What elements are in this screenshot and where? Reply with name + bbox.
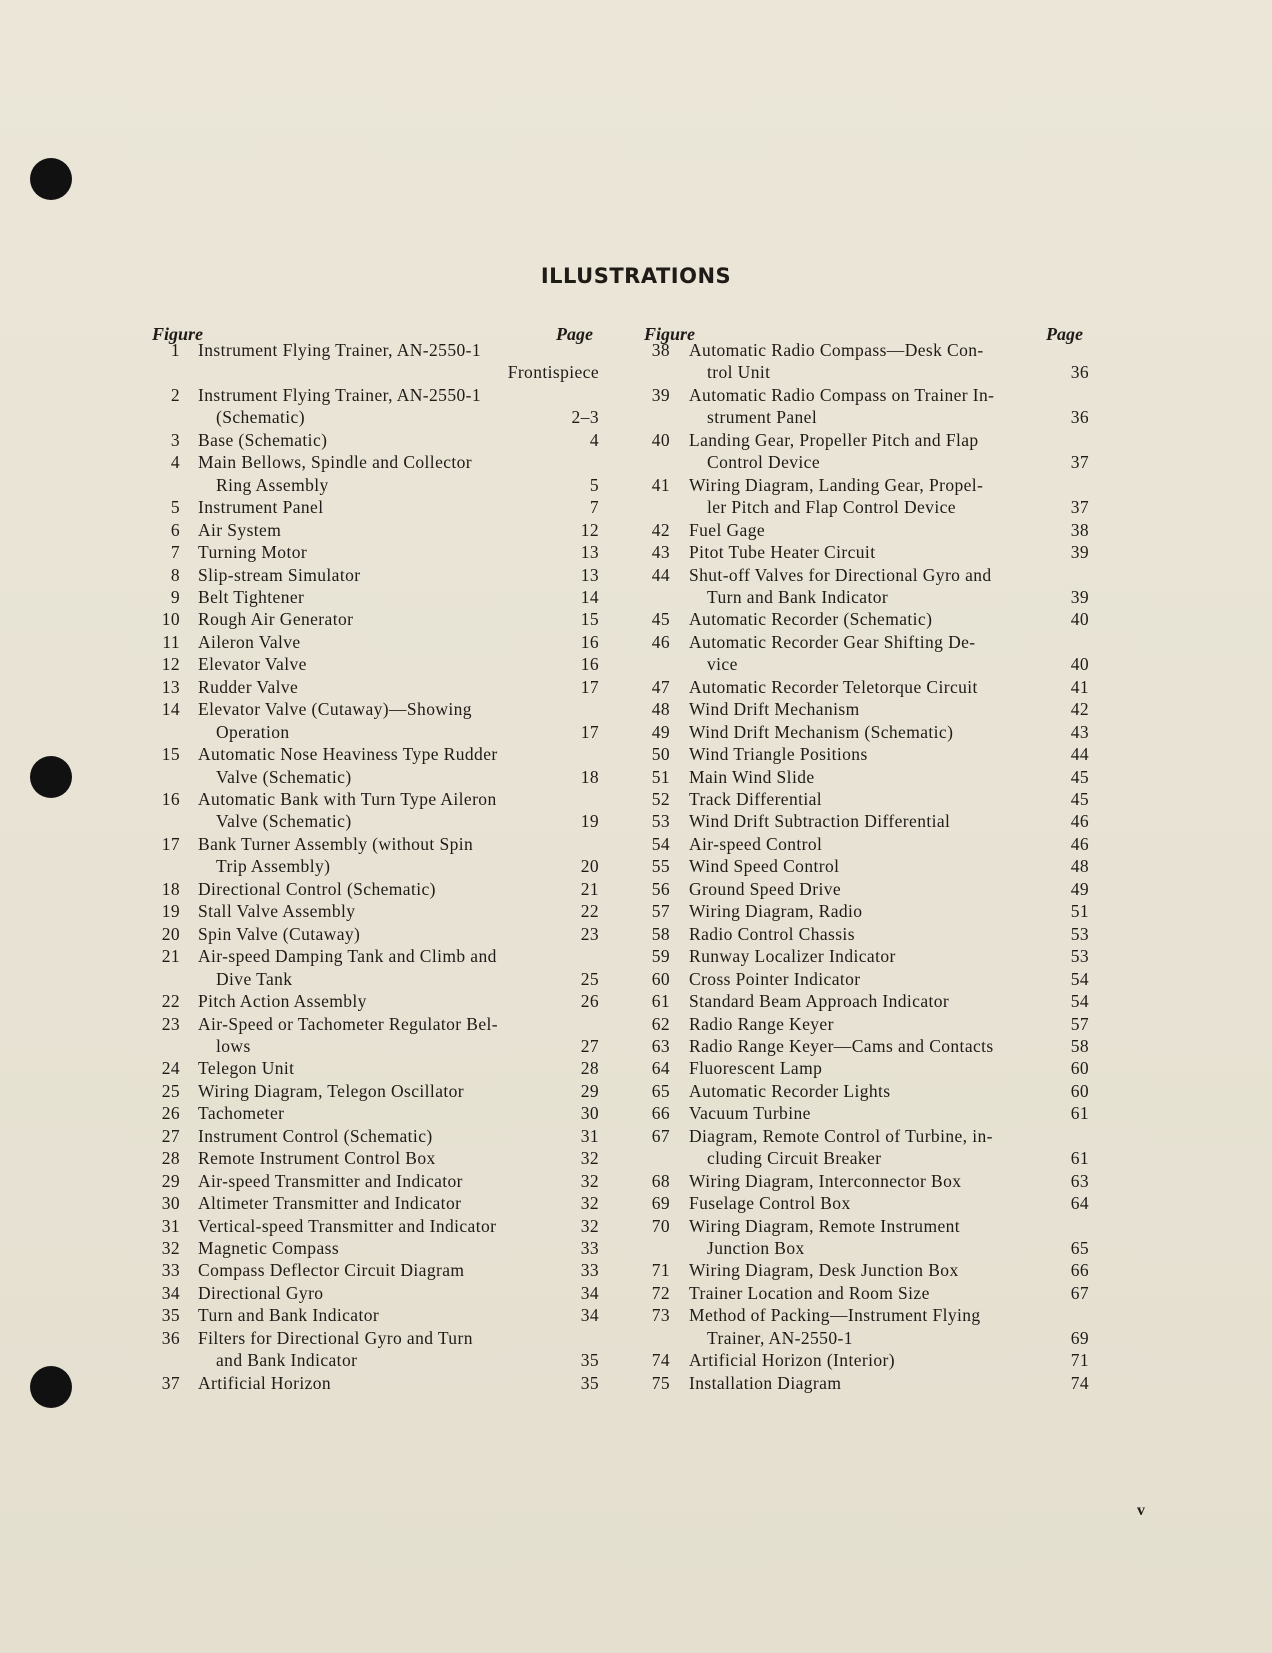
binder-hole	[30, 756, 72, 798]
figure-title: Vertical-speed Transmitter and Indicator	[198, 1215, 497, 1236]
figure-number: 25	[161, 1080, 180, 1101]
figure-number: 70	[651, 1215, 670, 1236]
figure-title: Control Device	[707, 452, 821, 473]
figure-title: Rough Air Generator	[198, 609, 354, 630]
figure-number: 4	[170, 452, 180, 473]
figure-title: Wiring Diagram, Remote Instrument	[689, 1215, 961, 1236]
figure-title: Wind Triangle Positions	[689, 744, 868, 765]
figure-number: 50	[651, 744, 670, 765]
figure-title: Instrument Control (Schematic)	[198, 1125, 433, 1146]
figure-number: 68	[651, 1170, 670, 1191]
figure-title: Standard Beam Approach Indicator	[689, 991, 950, 1012]
page-number-ref: 36	[1070, 407, 1089, 428]
figure-number: 69	[651, 1193, 670, 1214]
figure-number: 7	[170, 542, 180, 563]
page-number-ref: 22	[580, 901, 599, 922]
figure-title: Base (Schematic)	[198, 429, 328, 450]
figure-number: 53	[651, 811, 670, 832]
figure-number: 45	[651, 609, 670, 630]
figure-number: 20	[161, 923, 180, 944]
page-number-ref: 54	[1070, 968, 1089, 989]
figure-title: Shut-off Valves for Directional Gyro and	[689, 564, 992, 585]
page-number-ref: 37	[1070, 497, 1089, 518]
figure-number: 1	[170, 340, 180, 360]
figure-title: Installation Diagram	[689, 1372, 842, 1393]
figure-title: Dive Tank	[216, 968, 293, 989]
figure-title: Automatic Recorder (Schematic)	[689, 609, 933, 630]
figure-number: 47	[651, 676, 670, 697]
page-number-ref: 45	[1070, 789, 1089, 809]
figure-title: Wind Drift Mechanism	[689, 699, 860, 720]
page-number-ref: 20	[580, 856, 599, 877]
page-number-ref: 71	[1070, 1350, 1089, 1371]
page-number-ref: 43	[1070, 721, 1089, 742]
figure-number: 65	[651, 1080, 670, 1101]
figure-number: 17	[161, 833, 180, 854]
page-number-ref: 25	[580, 968, 599, 989]
figure-number: 71	[651, 1260, 670, 1281]
figure-title: Wind Drift Subtraction Differential	[689, 811, 951, 832]
page-number-ref: 65	[1070, 1238, 1089, 1258]
page-number-ref: 74	[1070, 1372, 1089, 1393]
page-number-ref: 32	[580, 1215, 599, 1236]
figure-title: Air System	[198, 519, 282, 540]
page-number-ref: 33	[580, 1238, 599, 1258]
figure-title: Wind Speed Control	[689, 856, 840, 877]
figure-title: Radio Range Keyer—Cams and Contacts	[689, 1035, 994, 1056]
page-number-ref: 51	[1070, 901, 1089, 922]
figure-number: 42	[651, 519, 670, 540]
figure-title: Directional Control (Schematic)	[198, 878, 436, 899]
page-number-ref: 46	[1070, 811, 1089, 832]
figure-title: Pitch Action Assembly	[198, 991, 367, 1012]
figure-title: Valve (Schematic)	[216, 766, 352, 787]
figure-title: Ground Speed Drive	[689, 878, 842, 899]
page-number-ref: 60	[1070, 1080, 1089, 1101]
figure-number: 63	[651, 1035, 670, 1056]
figure-number: 64	[651, 1058, 670, 1079]
figure-title: cluding Circuit Breaker	[707, 1148, 882, 1169]
page-number-ref: 15	[580, 609, 599, 630]
page-number-ref: 34	[580, 1282, 599, 1303]
figure-title: Radio Range Keyer	[689, 1013, 834, 1034]
figure-title: Automatic Radio Compass on Trainer In-	[689, 384, 995, 405]
page-number-ref: 60	[1070, 1058, 1089, 1079]
figure-title: Spin Valve (Cutaway)	[198, 923, 361, 944]
figure-title: Artificial Horizon (Interior)	[689, 1350, 895, 1371]
page-number-ref: 39	[1070, 586, 1089, 607]
right-page-header: Page	[1046, 324, 1083, 344]
binder-hole	[30, 1366, 72, 1408]
figure-title: Fluorescent Lamp	[689, 1058, 823, 1079]
page-number-ref: 36	[1070, 362, 1089, 383]
figure-number: 43	[651, 542, 670, 563]
figure-title: Trainer, AN-2550-1	[707, 1327, 853, 1348]
figure-number: 31	[161, 1215, 180, 1236]
right-figure-header: Figure	[644, 324, 696, 344]
figure-number: 75	[651, 1372, 670, 1393]
figure-number: 6	[170, 519, 180, 540]
figure-title: Junction Box	[707, 1238, 805, 1258]
page-number-ref: 5	[589, 474, 599, 495]
figure-title: Fuel Gage	[689, 519, 766, 540]
figure-number: 2	[170, 384, 180, 405]
figure-title: Track Differential	[689, 789, 823, 809]
figure-title: Trainer Location and Room Size	[689, 1282, 930, 1303]
figure-number: 36	[161, 1327, 180, 1348]
figure-title: Runway Localizer Indicator	[689, 946, 896, 967]
page-number-ref: 40	[1070, 654, 1089, 675]
page-number-ref: 69	[1070, 1327, 1089, 1348]
page-number-ref: 31	[580, 1125, 599, 1146]
figure-number: 44	[651, 564, 670, 585]
figure-title: Turn and Bank Indicator	[707, 586, 889, 607]
figure-number: 28	[161, 1148, 180, 1169]
page-number-ref: 63	[1070, 1170, 1089, 1191]
figure-title: Aileron Valve	[198, 631, 301, 652]
figure-title: Remote Instrument Control Box	[198, 1148, 436, 1169]
figure-number: 41	[651, 474, 670, 495]
page-number-ref: 34	[580, 1305, 599, 1326]
figure-number: 62	[651, 1013, 670, 1034]
figure-title: Wiring Diagram, Desk Junction Box	[689, 1260, 959, 1281]
figure-title: Compass Deflector Circuit Diagram	[198, 1260, 465, 1281]
figure-title: Cross Pointer Indicator	[689, 968, 861, 989]
figure-title: trol Unit	[707, 362, 771, 383]
figure-title: Vacuum Turbine	[689, 1103, 811, 1124]
figure-title: Automatic Recorder Gear Shifting De-	[689, 631, 976, 652]
page-number-ref: 53	[1070, 923, 1089, 944]
page-number-ref: 23	[580, 923, 599, 944]
figure-title: Turning Motor	[198, 542, 308, 563]
page-number-ref: 13	[580, 564, 599, 585]
figure-title: Wiring Diagram, Radio	[689, 901, 863, 922]
figure-number: 33	[161, 1260, 180, 1281]
page-number-ref: 32	[580, 1170, 599, 1191]
page-number-ref: 4	[589, 429, 599, 450]
figure-title: Fuselage Control Box	[689, 1193, 851, 1214]
figure-number: 74	[651, 1350, 670, 1371]
page-number-ref: 13	[580, 542, 599, 563]
figure-number: 19	[161, 901, 180, 922]
figure-number: 49	[651, 721, 670, 742]
page-number-ref: 12	[580, 519, 599, 540]
page-number-ref: 35	[580, 1372, 599, 1393]
page-number-ref: 61	[1070, 1103, 1089, 1124]
figure-number: 22	[161, 991, 180, 1012]
figure-title: Instrument Flying Trainer, AN-2550-1	[198, 384, 482, 405]
figure-number: 11	[162, 631, 180, 652]
figure-title: Rudder Valve	[198, 676, 299, 697]
figure-number: 55	[651, 856, 670, 877]
figure-title: Main Wind Slide	[689, 766, 815, 787]
figure-title: Method of Packing—Instrument Flying	[689, 1305, 981, 1326]
figure-title: Wind Drift Mechanism (Schematic)	[689, 721, 954, 742]
figure-number: 40	[651, 429, 670, 450]
page-number-ref: 37	[1070, 452, 1089, 473]
left-figure-header: Figure	[152, 324, 204, 344]
figure-title: Slip-stream Simulator	[198, 564, 361, 585]
page-number-ref: 16	[580, 631, 599, 652]
page-number-ref: 38	[1070, 519, 1089, 540]
figure-number: 13	[161, 676, 180, 697]
page-number-ref: Frontispiece	[507, 362, 599, 383]
page-number-ref: 28	[580, 1058, 599, 1079]
figure-number: 21	[161, 946, 180, 967]
figure-title: Artificial Horizon	[198, 1372, 332, 1393]
page-number-ref: 2–3	[571, 407, 599, 428]
page-number-ref: 29	[580, 1080, 599, 1101]
figure-title: vice	[707, 654, 738, 675]
figure-title: Bank Turner Assembly (without Spin	[198, 833, 474, 854]
figure-title: Turn and Bank Indicator	[198, 1305, 380, 1326]
page-number: v	[1137, 1502, 1145, 1519]
figure-number: 60	[651, 968, 670, 989]
figure-title: Telegon Unit	[198, 1058, 295, 1079]
figure-number: 5	[170, 497, 180, 518]
figure-number: 34	[161, 1282, 180, 1303]
figure-title: Operation	[216, 721, 290, 742]
figure-title: lows	[216, 1035, 251, 1056]
figure-number: 48	[651, 699, 670, 720]
page-number-ref: 18	[580, 766, 599, 787]
figure-title: Instrument Panel	[198, 497, 324, 518]
page-number-ref: 40	[1070, 609, 1089, 630]
figure-title: Air-Speed or Tachometer Regulator Bel-	[198, 1013, 499, 1034]
figure-title: Instrument Flying Trainer, AN-2550-1	[198, 340, 482, 360]
page-number-ref: 16	[580, 654, 599, 675]
page-number-ref: 41	[1070, 676, 1089, 697]
figure-title: Tachometer	[198, 1103, 285, 1124]
figure-number: 52	[651, 789, 670, 809]
figure-title: Magnetic Compass	[198, 1238, 340, 1258]
figure-number: 9	[170, 586, 180, 607]
figure-number: 46	[651, 631, 670, 652]
figure-title: Air-speed Damping Tank and Climb and	[198, 946, 497, 967]
figure-number: 23	[161, 1013, 180, 1034]
figure-title: Stall Valve Assembly	[198, 901, 356, 922]
figure-number: 58	[651, 923, 670, 944]
page-number-ref: 66	[1070, 1260, 1089, 1281]
page-number-ref: 53	[1070, 946, 1089, 967]
figure-title: Ring Assembly	[216, 474, 329, 495]
figure-number: 26	[161, 1103, 180, 1124]
page-number-ref: 30	[580, 1103, 599, 1124]
page-number-ref: 48	[1070, 856, 1089, 877]
figure-number: 51	[651, 766, 670, 787]
page-number-ref: 46	[1070, 833, 1089, 854]
figure-number: 30	[161, 1193, 180, 1214]
figure-title: Radio Control Chassis	[689, 923, 855, 944]
figure-number: 12	[161, 654, 180, 675]
figure-number: 27	[161, 1125, 180, 1146]
figure-title: Air-speed Control	[689, 833, 823, 854]
figure-number: 59	[651, 946, 670, 967]
figure-title: (Schematic)	[216, 407, 305, 428]
figure-number: 10	[161, 609, 180, 630]
figure-title: Automatic Recorder Lights	[689, 1080, 891, 1101]
figure-title: ler Pitch and Flap Control Device	[707, 497, 956, 518]
figure-number: 72	[651, 1282, 670, 1303]
page-number-ref: 17	[580, 676, 599, 697]
page-number-ref: 35	[580, 1350, 599, 1371]
figure-number: 39	[651, 384, 670, 405]
page-number-ref: 64	[1070, 1193, 1089, 1214]
figure-title: Pitot Tube Heater Circuit	[689, 542, 876, 563]
figure-title: Trip Assembly)	[216, 856, 331, 877]
figure-number: 38	[651, 340, 670, 360]
figure-number: 56	[651, 878, 670, 899]
left-page-header: Page	[556, 324, 593, 344]
figure-number: 29	[161, 1170, 180, 1191]
figure-title: Altimeter Transmitter and Indicator	[198, 1193, 462, 1214]
page-number-ref: 32	[580, 1193, 599, 1214]
page-number-ref: 17	[580, 721, 599, 742]
figure-number: 67	[651, 1125, 670, 1146]
page-number-ref: 57	[1070, 1013, 1089, 1034]
figure-number: 14	[161, 699, 180, 720]
page-number-ref: 33	[580, 1260, 599, 1281]
figure-number: 8	[170, 564, 180, 585]
figure-title: Landing Gear, Propeller Pitch and Flap	[689, 429, 979, 450]
figure-number: 61	[651, 991, 670, 1012]
figure-number: 35	[161, 1305, 180, 1326]
figure-number: 32	[161, 1238, 180, 1258]
figure-title: Automatic Nose Heaviness Type Rudder	[198, 744, 498, 765]
figure-number: 18	[161, 878, 180, 899]
page-number-ref: 7	[589, 497, 599, 518]
figure-title: Air-speed Transmitter and Indicator	[198, 1170, 463, 1191]
figure-number: 54	[651, 833, 670, 854]
figure-title: Valve (Schematic)	[216, 811, 352, 832]
page-number-ref: 67	[1070, 1282, 1089, 1303]
page-number-ref: 39	[1070, 542, 1089, 563]
figure-title: strument Panel	[707, 407, 818, 428]
page-number-ref: 54	[1070, 991, 1089, 1012]
figure-title: Wiring Diagram, Landing Gear, Propel-	[689, 474, 984, 495]
figure-title: Wiring Diagram, Interconnector Box	[689, 1170, 962, 1191]
figure-title: Diagram, Remote Control of Turbine, in-	[689, 1125, 993, 1146]
figure-number: 57	[651, 901, 670, 922]
page-number-ref: 42	[1070, 699, 1089, 720]
page-number-ref: 32	[580, 1148, 599, 1169]
figure-title: Belt Tightener	[198, 586, 305, 607]
figure-title: Directional Gyro	[198, 1282, 324, 1303]
figure-title: Elevator Valve	[198, 654, 307, 675]
figure-title: Filters for Directional Gyro and Turn	[198, 1327, 473, 1348]
figure-title: and Bank Indicator	[216, 1350, 358, 1371]
page-number-ref: 58	[1070, 1035, 1089, 1056]
page-number-ref: 44	[1070, 744, 1089, 765]
page-title: ILLUSTRATIONS	[540, 264, 732, 288]
figure-number: 73	[651, 1305, 670, 1326]
page-number-ref: 26	[580, 991, 599, 1012]
figure-title: Wiring Diagram, Telegon Oscillator	[198, 1080, 464, 1101]
figure-number: 15	[161, 744, 180, 765]
binder-hole	[30, 158, 72, 200]
figure-number: 3	[170, 429, 180, 450]
page-number-ref: 61	[1070, 1148, 1089, 1169]
figure-title: Automatic Radio Compass—Desk Con-	[689, 340, 984, 360]
figure-number: 66	[651, 1103, 670, 1124]
page-number-ref: 14	[580, 586, 599, 607]
figure-number: 24	[161, 1058, 180, 1079]
figure-title: Main Bellows, Spindle and Collector	[198, 452, 473, 473]
page-number-ref: 19	[580, 811, 599, 832]
page-number-ref: 21	[580, 878, 599, 899]
page-number-ref: 49	[1070, 878, 1089, 899]
figure-number: 16	[161, 789, 180, 809]
figure-title: Automatic Bank with Turn Type Aileron	[198, 789, 497, 809]
page-number-ref: 27	[580, 1035, 599, 1056]
figure-number: 37	[161, 1372, 180, 1393]
figure-title: Elevator Valve (Cutaway)—Showing	[198, 699, 472, 720]
figure-title: Automatic Recorder Teletorque Circuit	[689, 676, 978, 697]
page-number-ref: 45	[1070, 766, 1089, 787]
